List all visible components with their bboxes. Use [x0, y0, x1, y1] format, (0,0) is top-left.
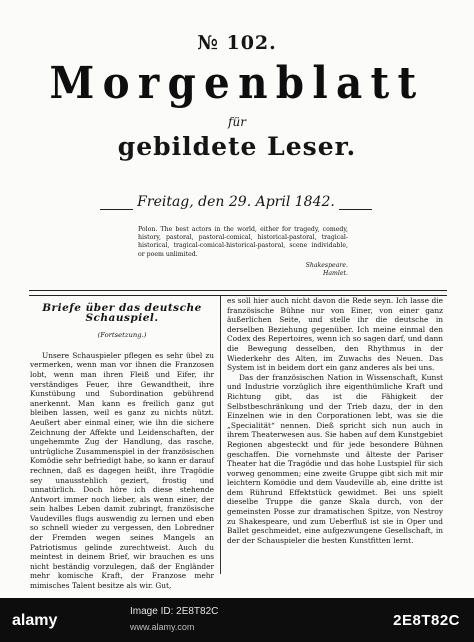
article-column-left: [30, 300, 214, 591]
article-continuation: (Fortsetzung.): [97, 331, 147, 340]
epigraph-author: Shakespeare.: [305, 262, 348, 269]
stock-logo: alamy: [12, 612, 58, 629]
article-paragraph: Unsere Schauspieler pflegen es sehr übel zu vermerken, wenn man vor ihnen die Franzosen lobt, wenn man ihren Fleiß und Eifer, ihr verständiges Feuer, ihre Gewandtheit, ihre Kunstübung und Subordination gebührend anerkennt. Man kann es freilich ganz gut bleiben lassen, weil es ganz zu nichts nützt. Aeußert aber einmal einer, wie ihn die sichere Zeichnung der Affekte und Leidenschaften, der ungehemmte Zug der Handlung, das rasche, untrügliche Zusammenspiel in der französischen Komödie sehr befriedigt habe, so kann er darauf rechnen, daß es dagegen heißt, ihre Tragödie sey unausstehlich geziert, frostig und unnatürlich. Doch höre ich diese stehende Antwort immer noch lieber, als wenn einer, der sein halbes Leben damit zubringt, französische Vaudevilles flugs auswendig zu lernen und eben so schnell wieder zu vergessen, den Lobredner der Fremden wegen seines Mangels an Patriotismus gelinde zurechtweist. Auch du meintest in deinem Brief, wir brauchen es uns nicht beständig vorzulegen, daß der Engländer mehr komische Kraft, der Franzose mehr mimisches Talent besitze als wir. Gut,: [30, 350, 214, 591]
epigraph-text: Polon. The best actors in the world, either for tragedy, comedy, history, pastoral, pastoral-comical, historical-pastoral, tragical-historical, tragical-comical-historical-pastoral, scene individable, or poem unlimited.: [138, 226, 348, 258]
article-title: Briefe über das deutsche Schauspiel.: [42, 302, 202, 324]
stock-watermark-strip: [0, 598, 474, 642]
article-paragraph: es soll hier auch nicht davon die Rede seyn. Ich lasse die französische Bühne nur von Einer, von einer ganz äußerlichen Seite, und stelle ihr die deutsche in derselben Beziehung gegenüber. Ich meine einmal den Codex des Repertoires, wenn ich so sagen darf, und dann die Bewegung desselben, den Rhythmus in der Wiederkehr des Alten, im Zuwachs des Neuen. Das System ist in beidem dort ein ganz anderes als bei uns.: [227, 296, 444, 373]
article-column-right: [227, 296, 443, 545]
masthead-title: Morgenblatt: [49, 58, 425, 109]
epigraph-work: Hamlet.: [322, 270, 348, 278]
issue-date: Freitag, den 29. April 1842.: [133, 194, 339, 210]
article-paragraph: Das der französischen Nation in Wissenschaft, Kunst und Industrie vorzüglich ihre eigenthümliche Kraft und Richtung gibt, das ist die Fähigkeit der Selbstbeschränkung und der Trieb dazu, der in den Einzelnen wie in den Corporationen lebt, was sie die „Specialität“ nennen. Dieß spricht sich nun auch in ihrem Theaterwesen aus. Sie haben auf dem Kunstgebiet Regionen abgesteckt und für jede besondere Bühnen geschaffen. Die vornehmste und älteste der Pariser Theater hat die Tragödie und das hohe Lustspiel für sich vorweg genommen; eine zweite Gruppe gibt sich mit mir leichtern Komödie und dem Vaudeville ab, eine dritte ist dem Rührund Effektstück gewidmet. Bei uns spielt dieselbe Truppe die ganze Skala durch, von der gemeinsten Posse zur dramatischen Spitze, von Nestroy zu Shakespeare, und zum Ueberfluß ist sie in Oper und Ballet geschmeidet, eine aufgezwungene Gesellschaft, in der der Schauspieler die besten Kunstfitten lernt.: [227, 372, 443, 545]
stock-code: 2E8T82C: [393, 612, 460, 629]
masthead-subtitle: gebildete Leser.: [117, 132, 357, 161]
issue-number: № 102.: [197, 32, 277, 54]
masthead-fuer: für: [228, 115, 246, 129]
epigraph-attribution: [306, 262, 348, 278]
stock-image-id: Image ID: 2E8T82C: [130, 606, 219, 617]
date-line: [100, 194, 372, 214]
column-divider: [220, 296, 221, 574]
stock-site: www.alamy.com: [130, 622, 195, 632]
